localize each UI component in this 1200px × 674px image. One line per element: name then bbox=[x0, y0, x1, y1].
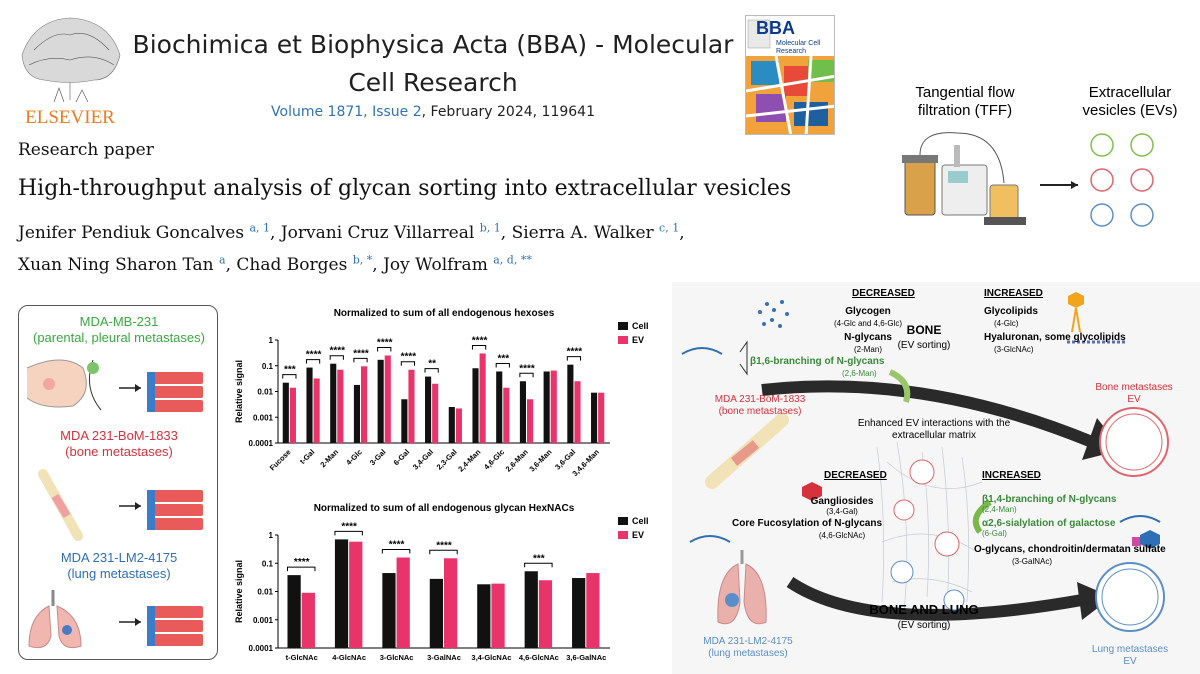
svg-text:(6-Gal): (6-Gal) bbox=[982, 529, 1007, 538]
svg-text:(2,4-Man): (2,4-Man) bbox=[982, 505, 1017, 514]
bar bbox=[401, 399, 407, 443]
y-tick-label: 0.01 bbox=[257, 587, 273, 597]
bar bbox=[567, 365, 573, 443]
y-tick-label: 0.001 bbox=[252, 413, 273, 423]
significance-label: ** bbox=[428, 358, 437, 370]
svg-text:Hyaluronan, some glycolipids: Hyaluronan, some glycolipids bbox=[984, 332, 1126, 343]
hexnac-chart bbox=[230, 495, 670, 670]
significance-label: **** bbox=[388, 539, 405, 551]
bar bbox=[444, 558, 457, 648]
author[interactable]: Jorvani Cruz Villarreal $^{b, 1}$, bbox=[280, 221, 512, 243]
bone-ev-icon bbox=[1100, 408, 1168, 476]
tff-machine-icon bbox=[902, 133, 1026, 225]
significance-label: **** bbox=[293, 557, 310, 569]
svg-text:(4-Glc): (4-Glc) bbox=[994, 319, 1019, 328]
svg-text:(2-Man): (2-Man) bbox=[853, 345, 883, 354]
author[interactable]: Jenifer Pendiuk Goncalves $^{a, 1}$, bbox=[18, 221, 281, 243]
x-tick-label: 2,4-Man bbox=[456, 447, 483, 474]
cover-title: BBA bbox=[756, 18, 795, 38]
tff-label-2: filtration (TFF) bbox=[917, 102, 1013, 119]
bar bbox=[551, 371, 557, 443]
author-affiliation: a, 1 bbox=[249, 221, 271, 234]
bar bbox=[354, 385, 360, 443]
x-tick-label: 3,4,6-Man bbox=[570, 447, 601, 479]
bar bbox=[314, 378, 320, 443]
ev-label-2: vesicles (EVs) bbox=[1082, 102, 1178, 119]
bar bbox=[382, 573, 395, 648]
bar bbox=[574, 381, 580, 443]
significance-label: **** bbox=[376, 337, 393, 349]
decreased-heading-1: DECREASED bbox=[852, 288, 915, 299]
author-affiliation: a, d, ** bbox=[493, 253, 532, 267]
significance-label: **** bbox=[305, 349, 322, 361]
bar bbox=[527, 399, 533, 443]
article-title: High-throughput analysis of glycan sorting into extracellular vesicles bbox=[18, 176, 792, 201]
chart-title: Normalized to sum of all endogenous glycan HexNACs bbox=[313, 503, 575, 514]
author-affiliation: b, 1 bbox=[479, 221, 501, 234]
bar bbox=[525, 571, 538, 648]
y-axis-label: Relative signal bbox=[234, 359, 244, 424]
author[interactable]: Xuan Ning Sharon Tan $^a$, bbox=[18, 253, 237, 276]
bar bbox=[330, 364, 336, 443]
bar bbox=[378, 360, 384, 443]
svg-text:α2,6-sialylation of galactose: α2,6-sialylation of galactose bbox=[982, 518, 1116, 529]
significance-label: **** bbox=[471, 335, 488, 347]
svg-text:(4-Glc and 4,6-Glc): (4-Glc and 4,6-Glc) bbox=[833, 319, 903, 328]
bone-icon bbox=[23, 466, 213, 546]
bar bbox=[283, 383, 289, 443]
x-tick-label: t-Gal bbox=[297, 447, 317, 466]
bone-lung-heading: BONE AND LUNG bbox=[869, 602, 979, 617]
y-tick-label: 1 bbox=[268, 531, 273, 540]
flask-icon bbox=[147, 490, 203, 530]
bone-ev-label: Bone metastases bbox=[1095, 382, 1173, 393]
svg-text:extracellular matrix: extracellular matrix bbox=[892, 430, 976, 441]
significance-label: **** bbox=[436, 540, 452, 552]
svg-text:EV: EV bbox=[1127, 394, 1141, 405]
volume-link[interactable]: Volume 1871, Issue 2 bbox=[271, 104, 422, 120]
increased-heading-1: INCREASED bbox=[984, 288, 1043, 299]
legend-label: EV bbox=[632, 530, 645, 540]
breast-icon bbox=[23, 348, 213, 418]
bar bbox=[449, 407, 455, 443]
x-tick-label: 6-Gal bbox=[391, 447, 412, 468]
y-tick-label: 0.0001 bbox=[248, 644, 273, 653]
x-tick-label: 3,6-Gal bbox=[553, 447, 578, 472]
x-tick-label: 3,6-GalNAc bbox=[566, 653, 607, 662]
bar bbox=[572, 578, 585, 648]
significance-label: **** bbox=[566, 346, 583, 358]
x-tick-label: Fucose bbox=[267, 447, 293, 473]
enhanced-label: Enhanced EV interactions with the bbox=[857, 418, 1011, 429]
x-tick-label: 3,6-Man bbox=[527, 447, 554, 474]
bar bbox=[290, 388, 296, 443]
significance-label: **** bbox=[329, 345, 346, 357]
y-tick-label: 0.0001 bbox=[248, 439, 273, 448]
lung-ev-icon bbox=[1096, 563, 1164, 631]
svg-text:Core Fucosylation of N-glycans: Core Fucosylation of N-glycans bbox=[732, 518, 883, 529]
bome-label: MDA 231-BoM-1833 bbox=[714, 394, 806, 405]
y-tick-label: 0.001 bbox=[252, 615, 273, 625]
x-tick-label: 2,3-Gal bbox=[434, 447, 459, 472]
elsevier-logo bbox=[14, 10, 126, 128]
vesicles-icon bbox=[1091, 134, 1153, 226]
bar bbox=[408, 370, 414, 443]
journal-title-line1[interactable]: Biochimica et Biophysica Acta (BBA) - Molecular bbox=[132, 30, 734, 59]
svg-text:Glycogen: Glycogen bbox=[845, 306, 891, 317]
svg-text:β1,4-branching of N-glycans: β1,4-branching of N-glycans bbox=[982, 494, 1117, 505]
bar bbox=[337, 370, 343, 443]
bar bbox=[302, 593, 315, 648]
x-tick-label: 2,6-Man bbox=[503, 447, 530, 474]
svg-text:N-glycans: N-glycans bbox=[844, 332, 892, 343]
x-tick-label: 4-GlcNAc bbox=[332, 653, 367, 662]
x-tick-label: 3,4-GlcNAc bbox=[471, 653, 512, 662]
bar bbox=[598, 393, 604, 443]
svg-text:(lung metastases): (lung metastases) bbox=[708, 648, 788, 659]
bar bbox=[385, 356, 391, 443]
author-list bbox=[18, 214, 778, 279]
significance-label: **** bbox=[519, 363, 535, 375]
bar bbox=[397, 557, 410, 648]
x-tick-label: 4-Glc bbox=[344, 447, 364, 468]
lung-icon bbox=[23, 586, 213, 656]
ev-sorting-diagram bbox=[672, 282, 1200, 674]
x-tick-label: 3-GlcNAc bbox=[379, 653, 414, 662]
cell-line-label: MDA 231-BoM-1833 (bone metastases) bbox=[60, 428, 178, 459]
x-tick-label: t-GlcNAc bbox=[285, 653, 318, 662]
bar bbox=[544, 371, 550, 443]
svg-text:O-glycans, chondroitin/dermata: O-glycans, chondroitin/dermatan sulfate bbox=[974, 544, 1166, 555]
journal-title-line2[interactable]: Cell Research bbox=[348, 68, 518, 97]
cell-line-label: MDA-MB-231 (parental, pleural metastases) bbox=[33, 314, 205, 345]
author-affiliation: b, * bbox=[352, 253, 373, 267]
x-tick-label: 3,4-Gal bbox=[410, 447, 435, 472]
significance-label: *** bbox=[497, 353, 510, 365]
x-tick-label: 3-Gal bbox=[367, 447, 388, 468]
svg-text:Glycolipids: Glycolipids bbox=[984, 306, 1038, 317]
legend-swatch bbox=[618, 531, 628, 539]
tff-illustration bbox=[880, 75, 1190, 245]
x-tick-label: 2-Man bbox=[318, 447, 341, 470]
significance-label: **** bbox=[400, 351, 417, 363]
bar bbox=[432, 384, 438, 443]
chart-title: Normalized to sum of all endogenous hexoses bbox=[333, 308, 555, 319]
hexoses-chart-svg bbox=[230, 300, 670, 485]
bar bbox=[349, 542, 362, 648]
bar bbox=[477, 584, 490, 648]
author[interactable]: Joy Wolfram $^{a, d, **}$ bbox=[383, 253, 532, 276]
publisher-name: ELSEVIER bbox=[25, 107, 115, 128]
cell-lines-panel bbox=[18, 305, 218, 660]
author-affiliation: a bbox=[219, 253, 226, 267]
volume-date: , February 2024, 119641 bbox=[421, 104, 595, 120]
bar bbox=[456, 408, 462, 443]
y-tick-label: 0.1 bbox=[261, 361, 273, 371]
svg-text:EV: EV bbox=[1123, 656, 1137, 667]
bar bbox=[586, 573, 599, 648]
increased-heading-2: INCREASED bbox=[982, 470, 1041, 481]
flask-icon bbox=[147, 606, 203, 646]
bar bbox=[430, 579, 443, 648]
decreased-heading-2: DECREASED bbox=[824, 470, 887, 481]
svg-text:(EV sorting): (EV sorting) bbox=[897, 340, 951, 351]
author[interactable]: Chad Borges $^{b, *}$, bbox=[236, 253, 384, 276]
legend-swatch bbox=[618, 336, 628, 344]
lm2-label: MDA 231-LM2-4175 bbox=[703, 636, 793, 647]
svg-text:(2,6-Man): (2,6-Man) bbox=[842, 369, 877, 378]
x-tick-label: 4,6-GlcNAc bbox=[518, 653, 559, 662]
svg-text:(3-GalNAc): (3-GalNAc) bbox=[1012, 557, 1053, 566]
legend-swatch bbox=[618, 322, 628, 330]
significance-label: *** bbox=[284, 364, 296, 376]
article-type: Research paper bbox=[18, 140, 154, 160]
lung-ev-label: Lung metastases bbox=[1091, 644, 1169, 655]
legend-swatch bbox=[618, 517, 628, 525]
x-tick-label: 4,6-Glc bbox=[482, 447, 507, 472]
tff-label-1: Tangential flow bbox=[915, 84, 1015, 101]
bar bbox=[335, 539, 348, 648]
bone-heading: BONE bbox=[906, 323, 942, 337]
x-tick-label: 3-GalNAc bbox=[427, 653, 461, 662]
beta16-label: β1,6-branching of N-glycans bbox=[750, 356, 885, 367]
significance-label: **** bbox=[353, 348, 369, 360]
significance-label: **** bbox=[341, 521, 357, 533]
svg-text:(bone metastases): (bone metastases) bbox=[718, 406, 802, 417]
svg-text:Gangliosides: Gangliosides bbox=[810, 496, 874, 507]
y-tick-label: 1 bbox=[268, 336, 273, 345]
flask-icon bbox=[147, 372, 203, 412]
svg-text:(3,4-Gal): (3,4-Gal) bbox=[826, 507, 858, 516]
bar bbox=[480, 353, 486, 443]
legend-label: Cell bbox=[632, 516, 649, 526]
svg-text:(4,6-GlcNAc): (4,6-GlcNAc) bbox=[818, 531, 866, 540]
bar bbox=[520, 381, 526, 443]
bar bbox=[491, 584, 504, 648]
bar bbox=[496, 371, 502, 443]
journal-cover[interactable] bbox=[745, 15, 835, 135]
bar bbox=[472, 368, 478, 443]
hexoses-chart bbox=[230, 300, 670, 485]
cover-subtitle: Molecular Cell Research bbox=[776, 40, 821, 55]
bar bbox=[503, 388, 509, 443]
y-axis-label: Relative signal bbox=[234, 559, 244, 624]
bar bbox=[287, 575, 300, 648]
hexnac-chart-svg bbox=[230, 495, 670, 670]
journal-title[interactable] bbox=[128, 26, 738, 102]
legend-label: Cell bbox=[632, 321, 649, 331]
bar bbox=[306, 368, 312, 443]
y-tick-label: 0.1 bbox=[261, 559, 273, 569]
bar bbox=[591, 393, 597, 443]
author-affiliation: c, 1 bbox=[659, 221, 680, 234]
y-tick-label: 0.01 bbox=[257, 387, 273, 397]
bar bbox=[539, 580, 552, 648]
ev-label-1: Extracellular bbox=[1088, 84, 1172, 101]
svg-text:(EV sorting): (EV sorting) bbox=[897, 620, 951, 631]
bar bbox=[425, 377, 431, 443]
volume-info bbox=[128, 104, 738, 120]
legend-label: EV bbox=[632, 335, 645, 345]
cell-line-label: MDA 231-LM2-4175 (lung metastases) bbox=[60, 550, 178, 581]
svg-text:(3-GlcNAc): (3-GlcNAc) bbox=[994, 345, 1034, 354]
significance-label: *** bbox=[533, 553, 545, 565]
author[interactable]: Sierra A. Walker $^{c, 1}$, bbox=[511, 221, 685, 243]
bar bbox=[361, 366, 367, 443]
